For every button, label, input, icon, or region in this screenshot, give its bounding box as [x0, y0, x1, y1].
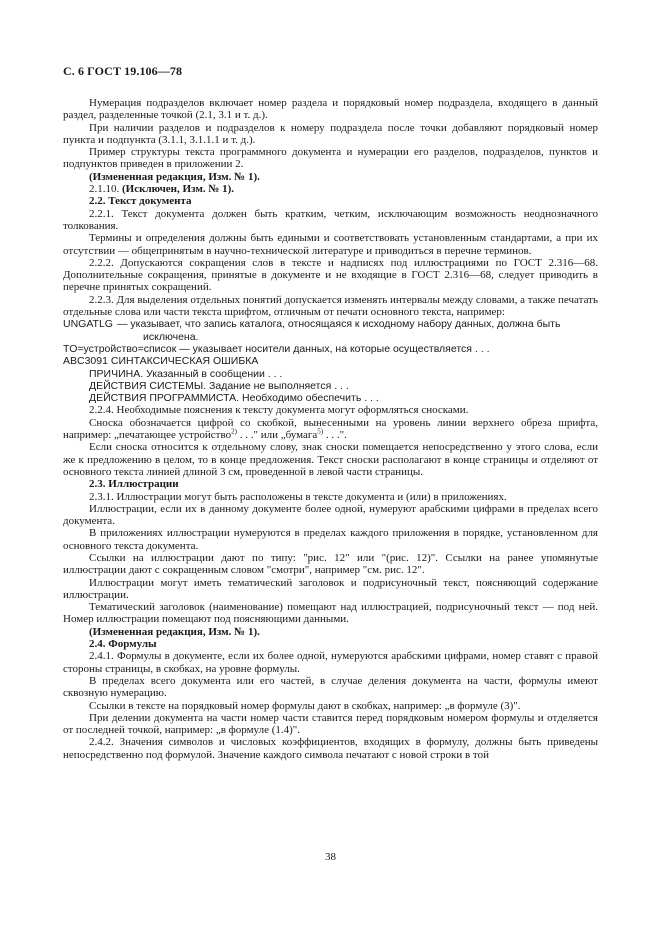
paragraph: Пример структуры текста программного документа и нумерации его разделов, подразделов, пунктов и подпунктов приведен в приложении 2.: [63, 146, 598, 171]
code-text-continued: исключена.: [143, 330, 199, 343]
paragraph: [63, 183, 598, 195]
code-text: Указанный в сообщении . . .: [146, 367, 283, 380]
paragraph: 2.4.1. Формулы в документе, если их более одной, нумеруются арабскими цифрами, номер ставят с правой стороны страницы, в скобках, на уровне формулы.: [63, 650, 598, 675]
page-number: 38: [325, 851, 336, 863]
paragraph: Если сноска относится к отдельному слову, знак сноски помещается непосредственно у этого слова, если же к предложению в целом, то в конце предложения. Текст сноски располагают в конце страницы и отделяют от основного текста линией длиной 3 см, проведенной в левой части страницы.: [63, 441, 598, 478]
code-keyword: UNGATLG: [63, 318, 113, 331]
paragraph: 2.3.1. Иллюстрации могут быть расположены в тексте документа и (или) в приложениях.: [89, 490, 507, 503]
code-caps: ПРИЧИНА.: [89, 367, 144, 380]
paragraph: Иллюстрации могут иметь тематический заголовок и подрисуночный текст, поясняющий содержание иллюстрации.: [63, 576, 598, 601]
section-heading: 2.2. Текст документа: [89, 195, 192, 208]
paragraph: При наличии разделов и подразделов к номеру подраздела после точки добавляют порядковый номер пункта и подпункта (3.1.1, 3.1.1.1 и т. д.).: [63, 121, 598, 146]
code-example-line: TO=устройство=список — указывает носители данных, на которые осуществляется . . .: [63, 342, 490, 355]
paragraph: Ссылки в тексте на порядковый номер формулы дают в скобках, например: „в формуле (3)".: [89, 699, 521, 712]
paragraph: 2.4.2. Значения символов и числовых коэффициентов, входящих в формулу, должны быть приведены непосредственно под формулой. Значение каждого символа печатают с новой строки в той: [63, 736, 598, 761]
footnote-mark: 5): [317, 427, 324, 436]
code-example-line: [63, 318, 598, 343]
paragraph: 2.2.2. Допускаются сокращения слов в тексте и надписях под иллюстрациями по ГОСТ 2.316—68. Дополнительные сокращения, принятые в документе и не входящие в ГОСТ 2.316—68, следует приводить в перечне принятых сокращений.: [63, 256, 598, 294]
section-heading: 2.4. Формулы: [89, 638, 157, 651]
text-run: Сноска обозначается цифрой со скобкой, вынесенными на уровень линии верхнего обреза шрифта, например: „печатающее устройство: [63, 416, 598, 442]
code-caps: ДЕЙСТВИЯ СИСТЕМЫ.: [89, 379, 207, 392]
code-description: [117, 318, 598, 343]
footnote-mark: 2): [231, 427, 237, 436]
paragraph: В приложениях иллюстрации нумеруются в пределах каждого приложения в порядке, установленном для основного текста документа.: [63, 527, 598, 552]
code-example-line: ABC3091 СИНТАКСИЧЕСКАЯ ОШИБКА: [63, 355, 259, 368]
paragraph: Термины и определения должны быть едиными и соответствовать установленным стандартами, а при их отсутствии — общепринятым в научно-технической литературе и приводиться в перечне терминов.: [63, 232, 598, 257]
amendment-note: (Измененная редакция, Изм. № 1).: [89, 625, 260, 638]
paragraph: Тематический заголовок (наименование) помещают над иллюстрацией, подрисуночный текст — под ней. Номер иллюстрации помещают под поясняющими данными.: [63, 601, 598, 626]
text-run: . . .".: [323, 429, 347, 442]
code-example-line: [63, 380, 598, 392]
code-text: Необходимо обеспечить . . .: [242, 392, 379, 405]
excluded-note: (Исключен, Изм. № 1).: [122, 183, 235, 196]
text-run: . . ." или „бумага: [236, 429, 318, 442]
paragraph: Иллюстрации, если их в данному документе более одной, нумеруют арабскими цифрами в пределах всего документа.: [63, 502, 598, 528]
paragraph: [63, 417, 598, 442]
code-text: Задание не выполняется . . .: [209, 379, 349, 392]
paragraph: При делении документа на части номер части ставится перед порядковым номером формулы и отделяется от последней точкой, например: „в формуле (1.4)".: [63, 711, 598, 737]
paragraph: В пределах всего документа или его частей, в случае деления документа на части, формулы имеют сквозную нумерацию.: [63, 674, 598, 700]
paragraph: 2.2.1. Текст документа должен быть кратким, четким, исключающим возможность неоднозначного толкования.: [63, 207, 598, 232]
code-caps: ДЕЙСТВИЯ ПРОГРАММИСТА.: [89, 392, 240, 405]
document-body: [63, 97, 598, 761]
code-text: — указывает, что запись каталога, относящаяся к исходному набору данных, должна быть: [117, 318, 561, 331]
clause-number: 2.1.10.: [89, 183, 120, 196]
paragraph: 2.2.4. Необходимые пояснения к тексту документа могут оформляться сносками.: [89, 404, 469, 417]
section-heading: 2.3. Иллюстрации: [89, 478, 179, 491]
paragraph: 2.2.3. Для выделения отдельных понятий допускается изменять интервалы между словами, а также печатать отдельные слова или части текста шрифтом, отличным от печати основного текста, например:: [63, 293, 598, 319]
paragraph: Нумерация подразделов включает номер раздела и порядковый номер подраздела, входящего в данный раздел, разделенные точкой (2.1, 3.1 и т. д.).: [63, 97, 598, 122]
code-example-line: [63, 368, 598, 380]
page-header: С. 6 ГОСТ 19.106—78: [63, 64, 183, 78]
paragraph: Ссылки на иллюстрации дают по типу: "рис. 12" или "(рис. 12)". Ссылки на ранее упомянутые иллюстрации дают с сокращенным словом "смотри", например "см. рис. 12".: [63, 551, 598, 577]
amendment-note: (Измененная редакция, Изм. № 1).: [89, 170, 260, 183]
code-example-line: [63, 392, 598, 404]
